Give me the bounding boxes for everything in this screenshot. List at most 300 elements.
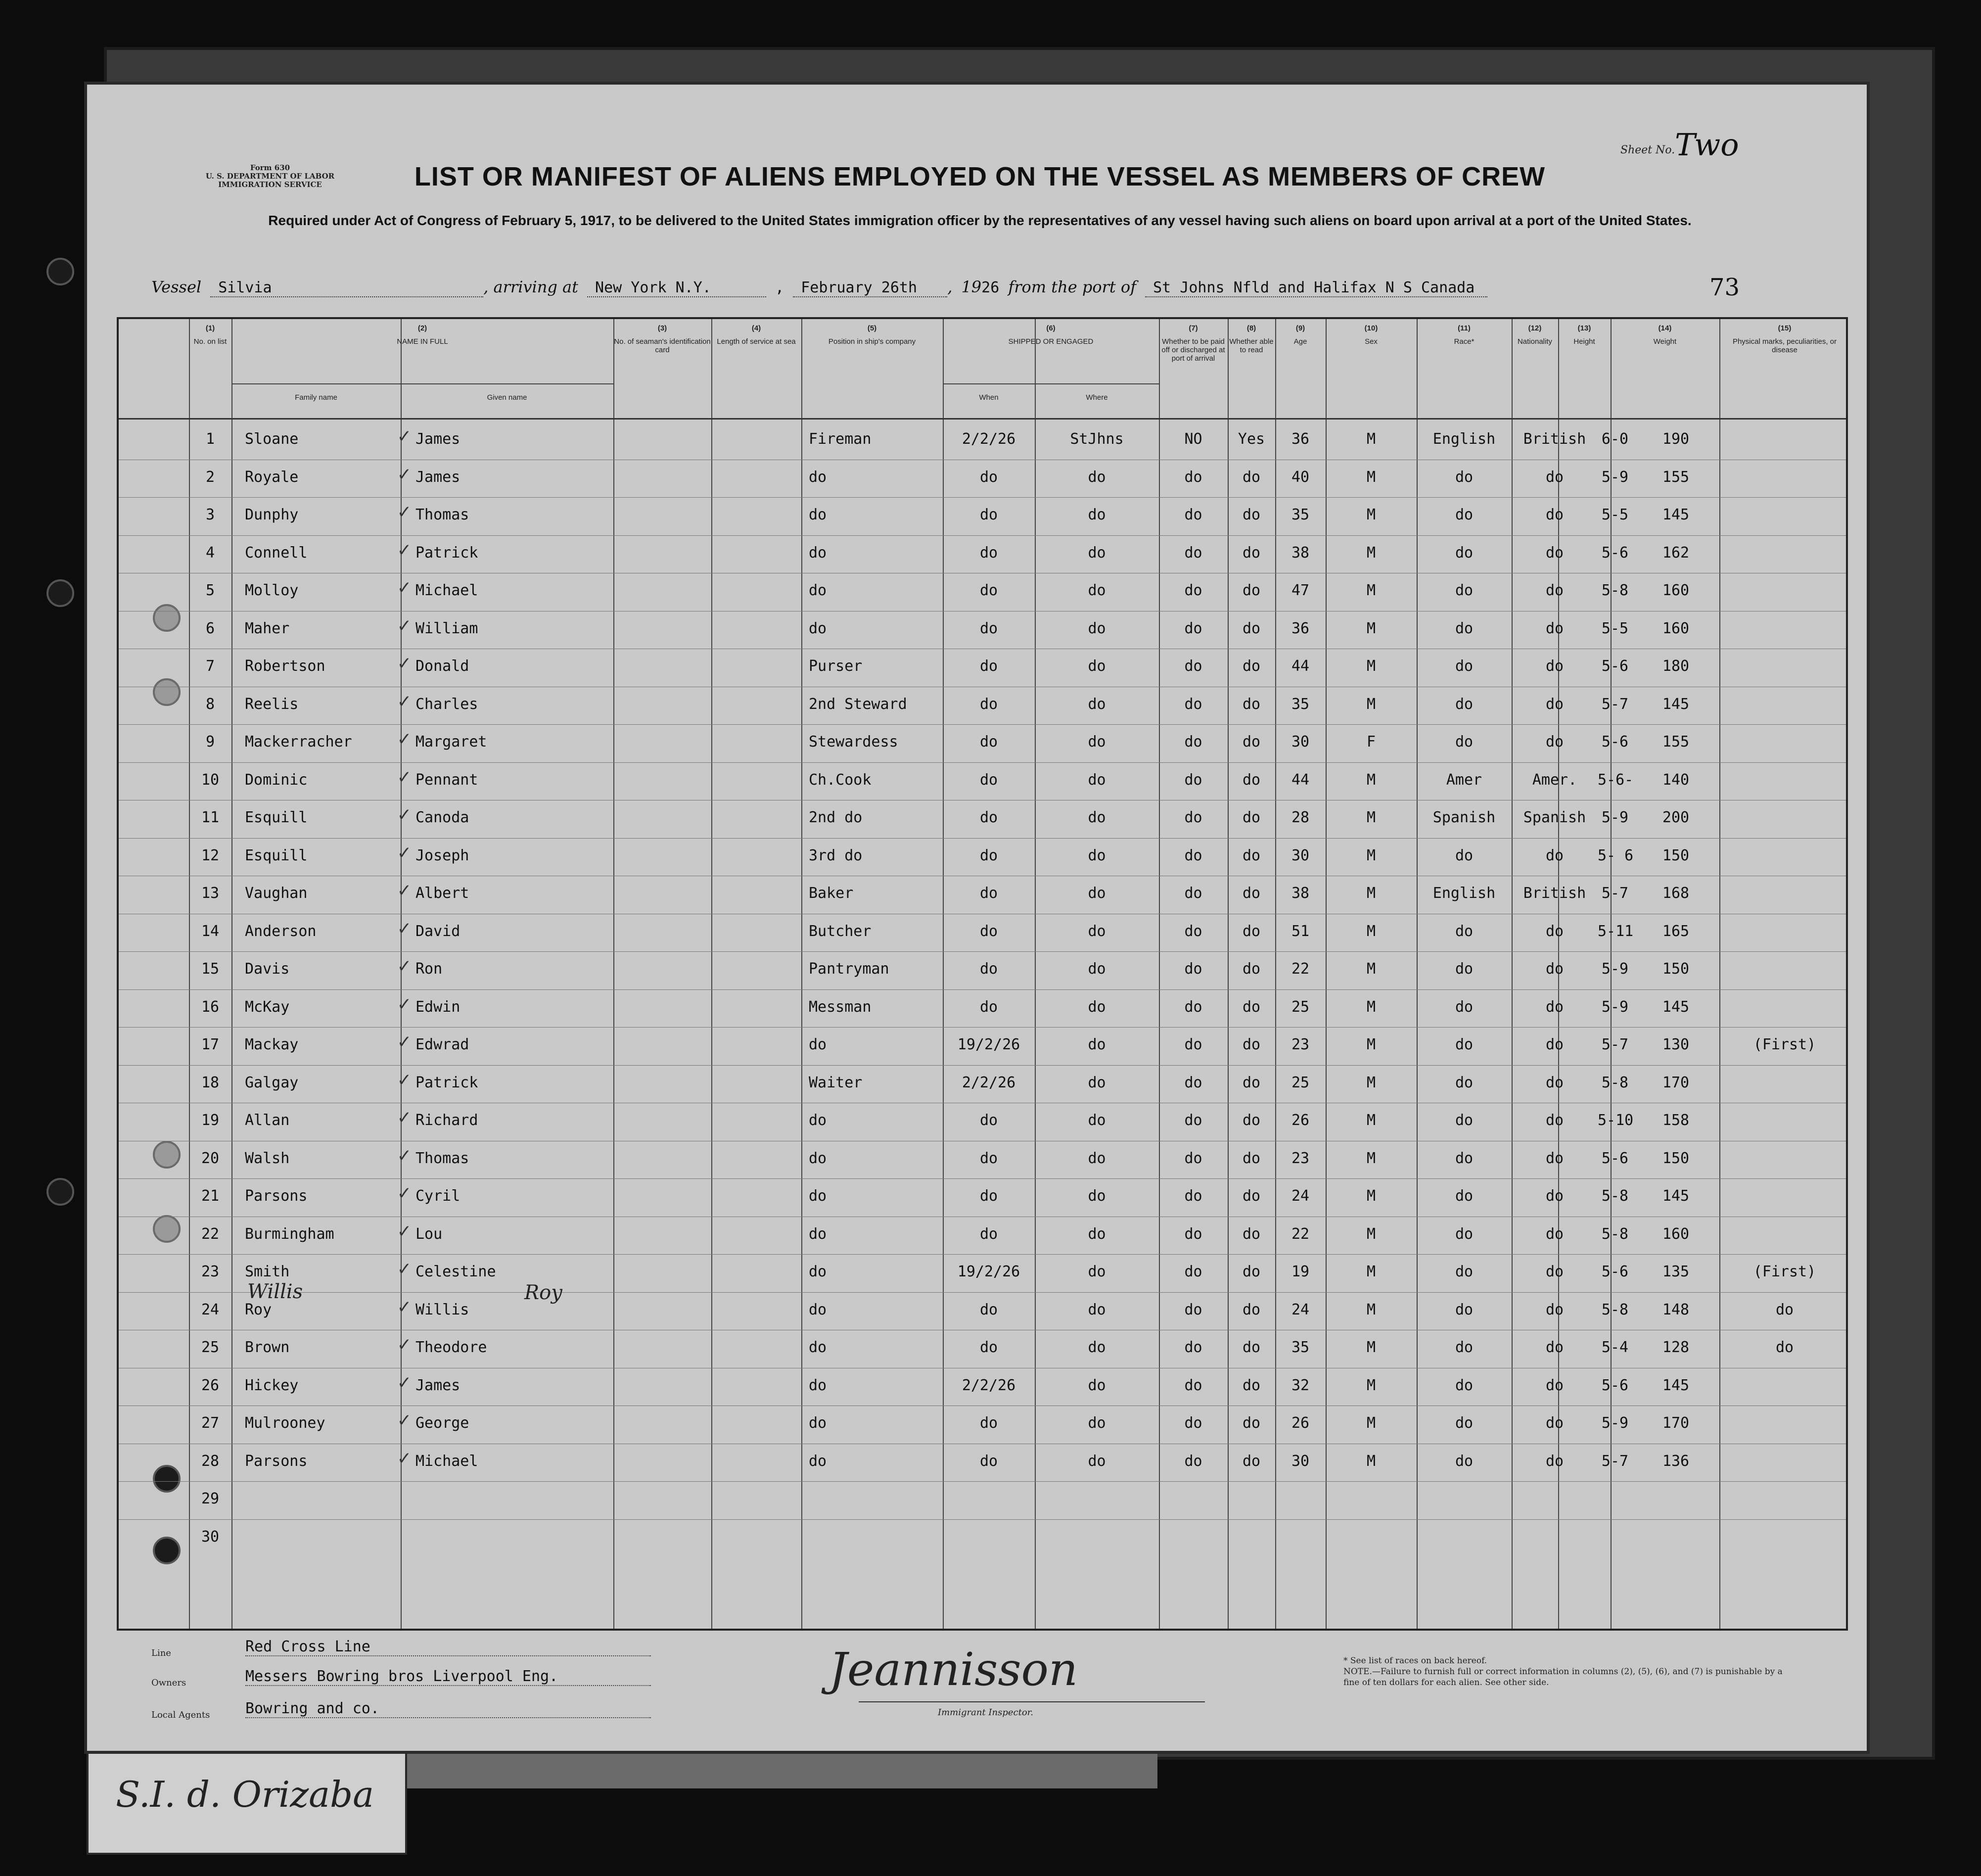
cell-paid: do (1184, 733, 1202, 750)
row-number: 14 (201, 922, 220, 940)
cell-nationality: do (1545, 1187, 1564, 1205)
cell-family: Dominic (245, 771, 308, 789)
cell-nationality: do (1545, 1376, 1564, 1394)
column-header: (5) Position in ship's company (828, 324, 916, 346)
row-number: 17 (201, 1036, 220, 1053)
cell-age: 26 (1291, 1414, 1310, 1432)
column-header: (9) Age (1293, 324, 1307, 346)
cell-nationality: do (1545, 1225, 1564, 1243)
handwritten-correction: Roy (524, 1281, 562, 1304)
cell-weight: 145 (1662, 998, 1690, 1016)
cell-sex: M (1366, 468, 1376, 486)
check-mark-icon: ✓ (398, 1068, 411, 1091)
cell-race: do (1455, 846, 1474, 864)
cell-read: do (1242, 809, 1261, 826)
cell-sex: M (1366, 1301, 1376, 1318)
cell-nationality: do (1545, 657, 1564, 675)
owners-value: Messers Bowring bros Liverpool Eng. (245, 1668, 651, 1686)
cell-age: 23 (1291, 1036, 1310, 1053)
binder-hole (46, 1178, 74, 1206)
row-number: 21 (201, 1187, 220, 1205)
arriving-port: New York N.Y. (587, 279, 766, 297)
cell-nationality: do (1545, 998, 1564, 1016)
cell-sex: F (1366, 733, 1376, 750)
cell-paid: do (1184, 582, 1202, 599)
column-header: (11) Race* (1454, 324, 1474, 346)
cell-family: Reelis (245, 695, 299, 713)
agents-value: Bowring and co. (245, 1700, 651, 1718)
cell-race: do (1455, 1263, 1474, 1280)
cell-when: do (979, 1225, 998, 1243)
cell-sex: M (1366, 1149, 1376, 1167)
cell-when: do (979, 1452, 998, 1470)
cell-where: do (1088, 960, 1106, 978)
cell-given: Pennant (415, 771, 478, 789)
cell-race: do (1455, 582, 1474, 599)
cell-paid: do (1184, 1301, 1202, 1318)
cell-when: do (979, 998, 998, 1016)
cell-race: do (1455, 1225, 1474, 1243)
cell-read: do (1242, 733, 1261, 750)
cell-race: do (1455, 1074, 1474, 1091)
cell-read: Yes (1238, 430, 1265, 448)
cell-position: 2nd do (809, 809, 863, 826)
cell-read: do (1242, 1339, 1261, 1356)
cell-where: do (1088, 1187, 1106, 1205)
cell-when: 19/2/26 (957, 1263, 1020, 1280)
cell-position: Pantryman (809, 960, 889, 978)
cell-race: do (1455, 1452, 1474, 1470)
cell-position: do (809, 506, 827, 523)
cell-sex: M (1366, 544, 1376, 562)
agents-label: Local Agents (151, 1710, 210, 1720)
row-number: 18 (201, 1074, 220, 1091)
cell-race: do (1455, 1187, 1474, 1205)
cell-where: do (1088, 1036, 1106, 1053)
column-header: (15) Physical marks, peculiarities, or disease (1732, 324, 1837, 354)
row-number: 23 (201, 1263, 220, 1280)
cell-paid: do (1184, 468, 1202, 486)
cell-when: do (979, 695, 998, 713)
cell-race: English (1432, 430, 1496, 448)
row-number: 1 (205, 430, 215, 448)
column-header: (4) Length of service at sea (717, 324, 796, 346)
row-rule (119, 1519, 1846, 1520)
row-rule (119, 724, 1846, 725)
cell-weight: 200 (1662, 809, 1690, 826)
cell-position: do (809, 544, 827, 562)
cell-sex: M (1366, 506, 1376, 523)
check-mark-icon: ✓ (398, 1446, 411, 1469)
cell-when: do (979, 1414, 998, 1432)
cell-paid: do (1184, 1187, 1202, 1205)
cell-weight: 150 (1662, 960, 1690, 978)
check-mark-icon: ✓ (398, 462, 411, 485)
cell-race: do (1455, 544, 1474, 562)
index-tab (87, 1754, 407, 1855)
cell-age: 24 (1291, 1187, 1310, 1205)
cell-paid: do (1184, 1339, 1202, 1356)
row-number: 11 (201, 809, 220, 826)
cell-weight: 170 (1662, 1074, 1690, 1091)
cell-where: do (1088, 619, 1106, 637)
cell-read: do (1242, 619, 1261, 637)
cell-paid: do (1184, 1112, 1202, 1129)
cell-when: 19/2/26 (957, 1036, 1020, 1053)
arrival-year: 26 (981, 279, 1000, 296)
column-rule (231, 319, 232, 1629)
cell-marks: do (1775, 1301, 1794, 1318)
row-rule (119, 762, 1846, 763)
cell-position: Stewardess (809, 733, 898, 750)
cell-age: 36 (1291, 619, 1310, 637)
cell-when: 2/2/26 (962, 1074, 1016, 1091)
cell-read: do (1242, 1112, 1261, 1129)
vessel-line: Vessel Silvia , arriving at New York N.Y. , February 26th , 1926 from the port of St Johns Nfld and Halifax N S Canada (151, 278, 1487, 298)
row-number: 20 (201, 1149, 220, 1167)
row-rule (119, 989, 1846, 990)
cell-position: do (809, 1376, 827, 1394)
cell-nationality: do (1545, 922, 1564, 940)
cell-position: Fireman (809, 430, 872, 448)
row-number: 3 (205, 506, 215, 523)
cell-read: do (1242, 1414, 1261, 1432)
cell-nationality: do (1545, 846, 1564, 864)
check-mark-icon: ✓ (398, 1143, 411, 1167)
cell-when: do (979, 544, 998, 562)
cell-position: do (809, 1112, 827, 1129)
cell-read: do (1242, 657, 1261, 675)
cell-where: do (1088, 733, 1106, 750)
cell-height: 5-6 (1601, 1263, 1629, 1280)
row-rule (119, 951, 1846, 952)
cell-race: do (1455, 998, 1474, 1016)
cell-where: do (1088, 506, 1106, 523)
cell-family: Smith (245, 1263, 290, 1280)
cell-weight: 155 (1662, 468, 1690, 486)
cell-when: do (979, 1339, 998, 1356)
cell-family: McKay (245, 998, 290, 1016)
cell-sex: M (1366, 430, 1376, 448)
cell-nationality: do (1545, 1263, 1564, 1280)
cell-read: do (1242, 885, 1261, 902)
cell-when: do (979, 960, 998, 978)
cell-given: Lou (415, 1225, 443, 1243)
cell-paid: do (1184, 809, 1202, 826)
column-subheader: Family name (295, 393, 337, 402)
cell-paid: do (1184, 1149, 1202, 1167)
cell-family: Allan (245, 1112, 290, 1129)
cell-position: do (809, 1452, 827, 1470)
cell-paid: do (1184, 1414, 1202, 1432)
cell-age: 38 (1291, 885, 1310, 902)
check-mark-icon: ✓ (398, 841, 411, 864)
cell-weight: 160 (1662, 582, 1690, 599)
cell-paid: do (1184, 998, 1202, 1016)
cell-read: do (1242, 695, 1261, 713)
cell-weight: 165 (1662, 922, 1690, 940)
row-number: 16 (201, 998, 220, 1016)
cell-age: 26 (1291, 1112, 1310, 1129)
cell-paid: do (1184, 1225, 1202, 1243)
cell-age: 30 (1291, 733, 1310, 750)
cell-nationality: do (1545, 1112, 1564, 1129)
inspector-label: Immigrant Inspector. (938, 1707, 1034, 1718)
cell-given: James (415, 1376, 461, 1394)
page-number: 73 (1709, 274, 1740, 301)
cell-position: do (809, 1187, 827, 1205)
cell-position: do (809, 1339, 827, 1356)
cell-read: do (1242, 506, 1261, 523)
cell-weight: 155 (1662, 733, 1690, 750)
cell-nationality: do (1545, 695, 1564, 713)
cell-where: do (1088, 657, 1106, 675)
column-subheader: When (979, 393, 999, 402)
cell-nationality: do (1545, 1339, 1564, 1356)
cell-read: do (1242, 1036, 1261, 1053)
cell-sex: M (1366, 1263, 1376, 1280)
cell-where: do (1088, 1263, 1106, 1280)
binder-hole (46, 258, 74, 285)
cell-when: do (979, 846, 998, 864)
cell-family: Hickey (245, 1376, 299, 1394)
cell-given: Willis (415, 1301, 469, 1318)
cell-race: do (1455, 695, 1474, 713)
cell-position: Ch.Cook (809, 771, 872, 789)
cell-where: do (1088, 695, 1106, 713)
cell-where: do (1088, 1074, 1106, 1091)
cell-position: do (809, 582, 827, 599)
cell-race: do (1455, 1414, 1474, 1432)
cell-read: do (1242, 468, 1261, 486)
cell-nationality: British (1523, 430, 1586, 448)
check-mark-icon: ✓ (398, 1181, 411, 1204)
header-rule (119, 418, 1846, 420)
check-mark-icon: ✓ (398, 1219, 411, 1242)
cell-given: Joseph (415, 846, 469, 864)
cell-given: Thomas (415, 1149, 469, 1167)
cell-weight: 158 (1662, 1112, 1690, 1129)
cell-given: James (415, 430, 461, 448)
column-header: (12) Nationality (1517, 324, 1553, 346)
column-header: (10) Sex (1364, 324, 1378, 346)
row-number: 8 (205, 695, 215, 713)
cell-position: Waiter (809, 1074, 863, 1091)
check-mark-icon: ✓ (398, 1295, 411, 1318)
column-header: (2) NAME IN FULL (397, 324, 448, 346)
cell-read: do (1242, 1263, 1261, 1280)
cell-sex: M (1366, 960, 1376, 978)
cell-family: Parsons (245, 1452, 308, 1470)
check-mark-icon: ✓ (398, 916, 411, 939)
cell-race: do (1455, 960, 1474, 978)
cell-nationality: do (1545, 1301, 1564, 1318)
footnote: * See list of races on back hereof. NOTE.—Failure to furnish full or correct information in columns (2), (5), (6), and (7) is punishable by a fine of ten dollars for each alien. See other side. (1343, 1656, 1783, 1688)
cell-given: Theodore (415, 1339, 487, 1356)
row-number: 29 (201, 1490, 220, 1507)
cell-when: do (979, 809, 998, 826)
cell-paid: do (1184, 771, 1202, 789)
vessel-name: Silvia (210, 279, 483, 297)
cell-height: 5- 6 (1598, 846, 1634, 864)
cell-family: Anderson (245, 922, 317, 940)
cell-race: do (1455, 506, 1474, 523)
cell-height: 5-8 (1601, 1301, 1629, 1318)
cell-age: 30 (1291, 1452, 1310, 1470)
cell-nationality: do (1545, 1074, 1564, 1091)
column-rule (1719, 319, 1720, 1629)
cell-given: George (415, 1414, 469, 1432)
cell-read: do (1242, 1376, 1261, 1394)
cell-when: do (979, 1301, 998, 1318)
cell-height: 5-9 (1601, 1414, 1629, 1432)
cell-weight: 140 (1662, 771, 1690, 789)
column-subheader: Given name (487, 393, 527, 402)
cell-position: do (809, 1301, 827, 1318)
cell-position: Purser (809, 657, 863, 675)
cell-paid: do (1184, 960, 1202, 978)
row-number: 15 (201, 960, 220, 978)
cell-given: Albert (415, 885, 469, 902)
row-number: 30 (201, 1528, 220, 1546)
cell-height: 5-9 (1601, 960, 1629, 978)
cell-given: Michael (415, 582, 478, 599)
cell-paid: do (1184, 1263, 1202, 1280)
check-mark-icon: ✓ (398, 1333, 411, 1356)
cell-nationality: do (1545, 1149, 1564, 1167)
cell-paid: do (1184, 544, 1202, 562)
cell-weight: 145 (1662, 1376, 1690, 1394)
cell-read: do (1242, 544, 1261, 562)
cell-given: Edwrad (415, 1036, 469, 1053)
sheet-number: Two (1675, 127, 1739, 163)
cell-position: 3rd do (809, 846, 863, 864)
cell-nationality: do (1545, 1414, 1564, 1432)
cell-position: Butcher (809, 922, 872, 940)
cell-age: 35 (1291, 695, 1310, 713)
row-number: 6 (205, 619, 215, 637)
row-number: 4 (205, 544, 215, 562)
departure-port: St Johns Nfld and Halifax N S Canada (1145, 279, 1487, 297)
check-mark-icon: ✓ (398, 652, 411, 674)
check-mark-icon: ✓ (398, 538, 411, 561)
cell-weight: 150 (1662, 846, 1690, 864)
cell-read: do (1242, 1225, 1261, 1243)
check-mark-icon: ✓ (398, 1030, 411, 1053)
arrival-date: February 26th (793, 279, 947, 297)
check-mark-icon: ✓ (398, 992, 411, 1015)
cell-marks: (First) (1753, 1263, 1816, 1280)
line-value: Red Cross Line (245, 1638, 651, 1656)
cell-given: Richard (415, 1112, 478, 1129)
page-subtitle: Required under Act of Congress of February 5, 1917, to be delivered to the United States immigration officer by the representatives of any vessel having such aliens on board upon arrival at a port of the United States. (268, 213, 1692, 228)
cell-weight: 130 (1662, 1036, 1690, 1053)
cell-family: Vaughan (245, 885, 308, 902)
cell-family: Dunphy (245, 506, 299, 523)
row-number: 2 (205, 468, 215, 486)
cell-family: Molloy (245, 582, 299, 599)
check-mark-icon: ✓ (398, 954, 411, 977)
cell-nationality: do (1545, 1452, 1564, 1470)
cell-weight: 145 (1662, 506, 1690, 523)
cell-race: do (1455, 1339, 1474, 1356)
cell-family: Mackerracher (245, 733, 352, 750)
row-rule (119, 1178, 1846, 1179)
column-header: (13) Height (1573, 324, 1595, 346)
cell-position: 2nd Steward (809, 695, 907, 713)
cell-when: do (979, 1112, 998, 1129)
cell-sex: M (1366, 619, 1376, 637)
row-number: 28 (201, 1452, 220, 1470)
cell-nationality: Spanish (1523, 809, 1586, 826)
row-number: 5 (205, 582, 215, 599)
cell-family: Esquill (245, 846, 308, 864)
cell-where: do (1088, 468, 1106, 486)
cell-sex: M (1366, 582, 1376, 599)
cell-family: Royale (245, 468, 299, 486)
cell-given: Thomas (415, 506, 469, 523)
cell-when: do (979, 619, 998, 637)
cell-paid: do (1184, 657, 1202, 675)
cell-weight: 162 (1662, 544, 1690, 562)
binder-hole (46, 579, 74, 607)
cell-where: do (1088, 771, 1106, 789)
cell-race: do (1455, 922, 1474, 940)
cell-given: Patrick (415, 1074, 478, 1091)
row-number: 22 (201, 1225, 220, 1243)
cell-race: do (1455, 1376, 1474, 1394)
cell-age: 47 (1291, 582, 1310, 599)
cell-given: Patrick (415, 544, 478, 562)
cell-height: 5-5 (1601, 619, 1629, 637)
cell-given: Cyril (415, 1187, 461, 1205)
cell-read: do (1242, 1301, 1261, 1318)
cell-sex: M (1366, 1187, 1376, 1205)
cell-where: do (1088, 1225, 1106, 1243)
cell-given: David (415, 922, 461, 940)
cell-paid: do (1184, 619, 1202, 637)
cell-age: 22 (1291, 960, 1310, 978)
cell-sex: M (1366, 1339, 1376, 1356)
line-label: Line (151, 1648, 171, 1658)
cell-weight: 145 (1662, 695, 1690, 713)
check-mark-icon: ✓ (398, 1408, 411, 1431)
check-mark-icon: ✓ (398, 727, 411, 750)
cell-sex: M (1366, 1452, 1376, 1470)
cell-read: do (1242, 998, 1261, 1016)
cell-nationality: British (1523, 885, 1586, 902)
cell-height: 5-10 (1598, 1112, 1634, 1129)
cell-position: do (809, 1263, 827, 1280)
cell-position: do (809, 1414, 827, 1432)
cell-where: do (1088, 922, 1106, 940)
cell-height: 5-6 (1601, 544, 1629, 562)
row-rule (119, 535, 1846, 536)
cell-nationality: do (1545, 468, 1564, 486)
cell-where: do (1088, 1414, 1106, 1432)
cell-read: do (1242, 1187, 1261, 1205)
cell-given: William (415, 619, 478, 637)
cell-sex: M (1366, 998, 1376, 1016)
cell-nationality: do (1545, 544, 1564, 562)
cell-when: do (979, 657, 998, 675)
cell-given: Charles (415, 695, 478, 713)
cell-sex: M (1366, 657, 1376, 675)
cell-height: 5-4 (1601, 1339, 1629, 1356)
signature-line (859, 1701, 1205, 1702)
cell-family: Davis (245, 960, 290, 978)
cell-age: 35 (1291, 1339, 1310, 1356)
